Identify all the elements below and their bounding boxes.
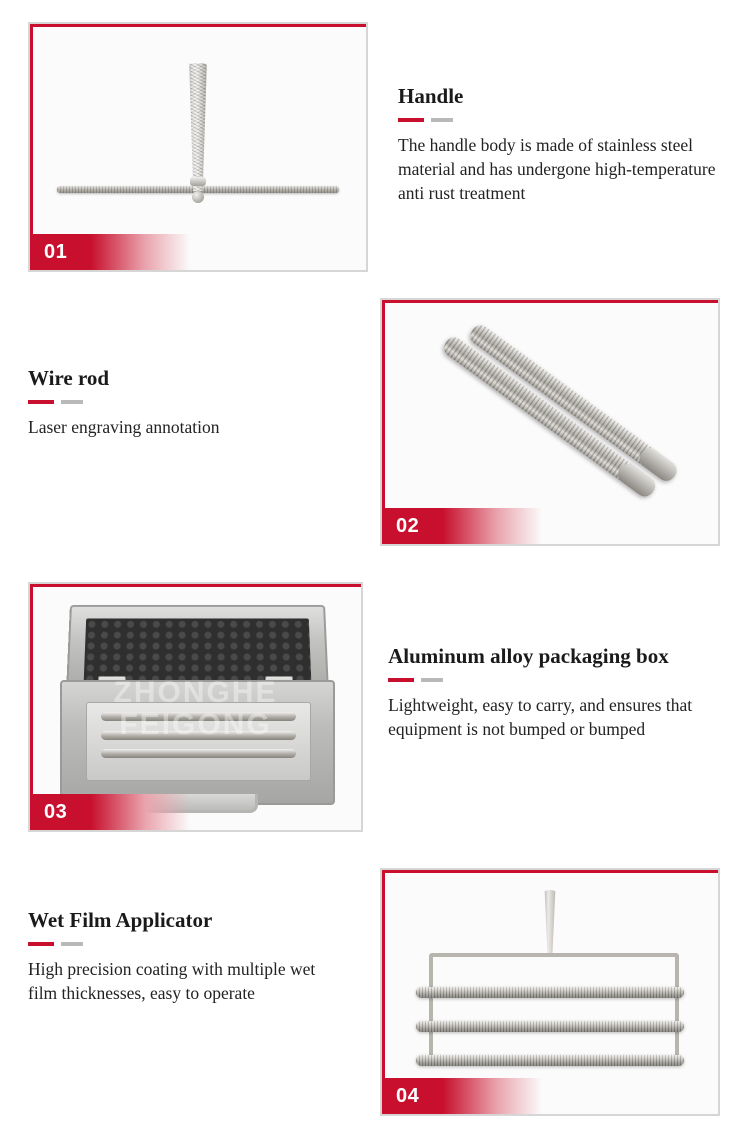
feature-divider-01 bbox=[398, 118, 728, 122]
feature-divider-03 bbox=[388, 678, 728, 682]
feature-block-04 bbox=[28, 868, 728, 1116]
feature-number-02: 02 bbox=[396, 514, 420, 537]
feature-block-03 bbox=[28, 582, 728, 832]
feature-number-04: 04 bbox=[396, 1084, 420, 1107]
wire-rod-shape-b bbox=[467, 322, 680, 484]
case-base-shape bbox=[60, 680, 335, 805]
feature-number-badge-04 bbox=[382, 1078, 542, 1114]
case-rod-2 bbox=[101, 731, 297, 740]
divider-grey-01 bbox=[431, 118, 453, 122]
feature-image-panel-03 bbox=[28, 582, 363, 832]
feature-text-panel-01 bbox=[398, 22, 728, 206]
feature-image-panel-01 bbox=[28, 22, 368, 272]
feature-title-02: Wire rod bbox=[28, 366, 110, 390]
feature-number-03: 03 bbox=[44, 800, 68, 823]
feature-title-03: Aluminum alloy packaging box bbox=[388, 644, 669, 668]
case-rod-1 bbox=[101, 712, 297, 721]
feature-divider-02 bbox=[28, 400, 348, 404]
feature-body-02: Laser engraving annotation bbox=[28, 417, 220, 438]
feature-image-panel-04 bbox=[380, 868, 720, 1116]
watermark-line-2: FEIGONG bbox=[119, 707, 272, 741]
applicator-rod-1 bbox=[416, 987, 685, 998]
divider-red-04 bbox=[28, 942, 54, 946]
wire-rod-shape-a bbox=[441, 334, 659, 500]
divider-grey-03 bbox=[421, 678, 443, 682]
handle-grip-shape bbox=[185, 63, 211, 191]
feature-title-04: Wet Film Applicator bbox=[28, 908, 213, 932]
applicator-frame-shape bbox=[429, 953, 679, 1059]
applicator-rod-2 bbox=[416, 1021, 685, 1032]
divider-red-01 bbox=[398, 118, 424, 122]
feature-text-panel-04 bbox=[28, 868, 348, 1005]
applicator-handle-shape bbox=[541, 890, 559, 953]
feature-image-panel-02 bbox=[380, 298, 720, 546]
applicator-rod-3 bbox=[416, 1055, 685, 1066]
handle-collar-shape bbox=[190, 177, 206, 186]
feature-number-badge-01 bbox=[30, 234, 190, 270]
handle-nut-shape bbox=[192, 191, 204, 203]
case-foam-shape bbox=[84, 618, 311, 680]
divider-red-02 bbox=[28, 400, 54, 404]
feature-block-01 bbox=[28, 22, 728, 272]
divider-grey-04 bbox=[61, 942, 83, 946]
feature-block-02 bbox=[28, 298, 728, 546]
feature-body-01: The handle body is made of stainless steel material and has undergone high-temperature anti rust treatment bbox=[398, 135, 716, 204]
case-tray-shape bbox=[86, 702, 311, 781]
watermark-line-1: ZHONGHE bbox=[113, 676, 278, 710]
feature-body-04: High precision coating with multiple wet film thicknesses, easy to operate bbox=[28, 959, 316, 1004]
feature-number-badge-02 bbox=[382, 508, 542, 544]
divider-grey-02 bbox=[61, 400, 83, 404]
feature-number-01: 01 bbox=[44, 240, 68, 263]
feature-title-01: Handle bbox=[398, 84, 464, 108]
case-rod-3 bbox=[101, 749, 297, 758]
feature-text-panel-02 bbox=[28, 298, 348, 439]
feature-divider-04 bbox=[28, 942, 348, 946]
feature-number-badge-03 bbox=[30, 794, 190, 830]
feature-body-03: Lightweight, easy to carry, and ensures that equipment is not bumped or bumped bbox=[388, 695, 693, 740]
feature-text-panel-03 bbox=[388, 582, 728, 741]
divider-red-03 bbox=[388, 678, 414, 682]
